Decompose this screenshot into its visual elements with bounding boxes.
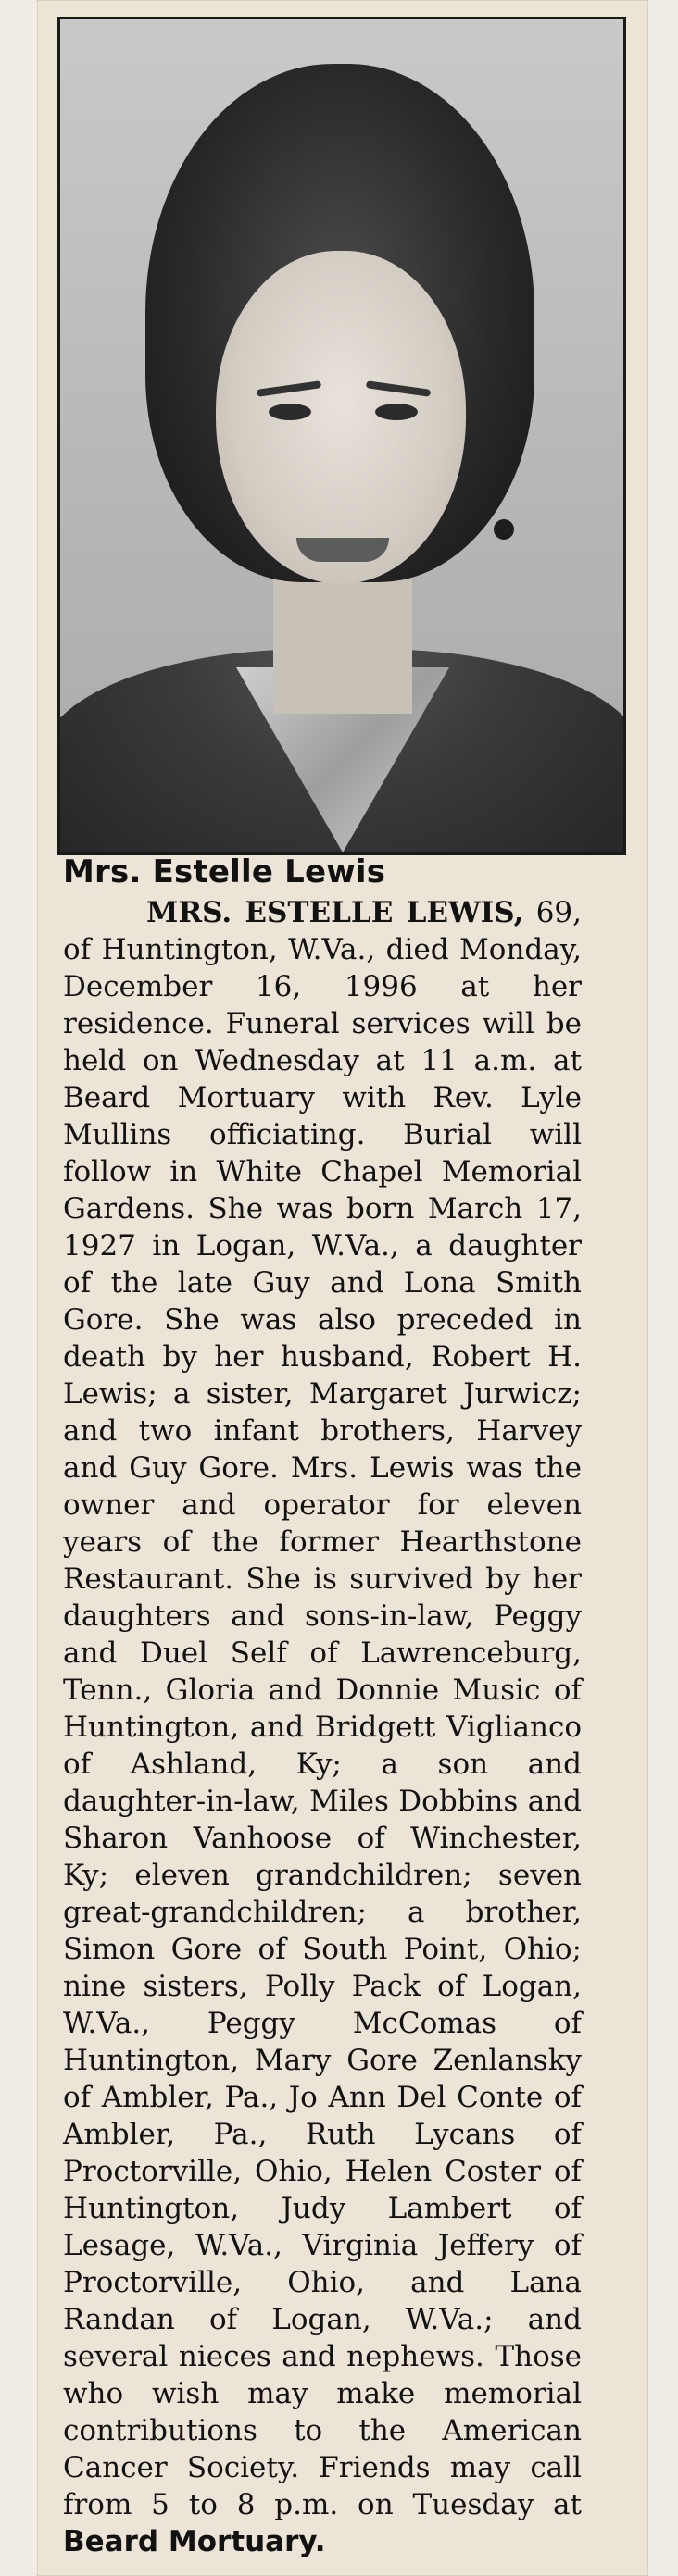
photo-earring	[494, 519, 514, 540]
obituary-body	[63, 894, 582, 2560]
photo-neck	[273, 566, 412, 714]
photo-face	[216, 251, 466, 584]
portrait-photo	[57, 17, 626, 855]
obituary-closing: Beard Mortuary.	[63, 2525, 326, 2558]
obituary-lead: MRS. ESTELLE LEWIS,	[146, 896, 524, 929]
obituary-text: 69, of Huntington, W.Va., died Monday, December 16, 1996 at her residence. Funeral services will be held on Wednesday at 11 a.m. at Beard Mortuary with Rev. Lyle Mullins officiating. Burial will follow in White Chapel Memorial Gardens. She was born March 17, 1927 in Logan, W.Va., a daughter of the late Guy and Lona Smith Gore. She was also preceded in death by her husband, Robert H. Lewis; a sister, Margaret Jurwicz; and two infant brothers, Harvey and Guy Gore. Mrs. Lewis was the owner and operator for eleven years of the former Hearthstone Restaurant. She is survived by her daughters and sons-in-law, Peggy and Duel Self of Lawrenceburg, Tenn., Gloria and Donnie Music of Huntington, and Bridgett Viglianco of Ashland, Ky; a son and daughter-in-law, Miles Dobbins and Sharon Vanhoose of Winchester, Ky; eleven grandchildren; seven great-grandchildren; a brother, Simon Gore of South Point, Ohio; nine sisters, Polly Pack of Logan, W.Va., Peggy McComas of Huntington, Mary Gore Zenlansky of Ambler, Pa., Jo Ann Del Conte of Ambler, Pa., Ruth Lycans of Proctorville, Ohio, Helen Coster of Huntington, Judy Lambert of Lesage, W.Va., Virginia Jeffery of Proctorville, Ohio, and Lana Randan of Logan, W.Va.; and several nieces and nephews. Those who wish may make memorial contributions to the American Cancer Society. Friends may call from 5 to 8 p.m. on Tuesday at	[63, 896, 582, 2521]
obituary-headline: Mrs. Estelle Lewis	[63, 853, 386, 890]
photo-left-eye	[269, 404, 311, 420]
obituary-paragraph	[63, 894, 582, 2560]
photo-mouth	[296, 538, 389, 562]
photo-right-eye	[375, 404, 418, 420]
